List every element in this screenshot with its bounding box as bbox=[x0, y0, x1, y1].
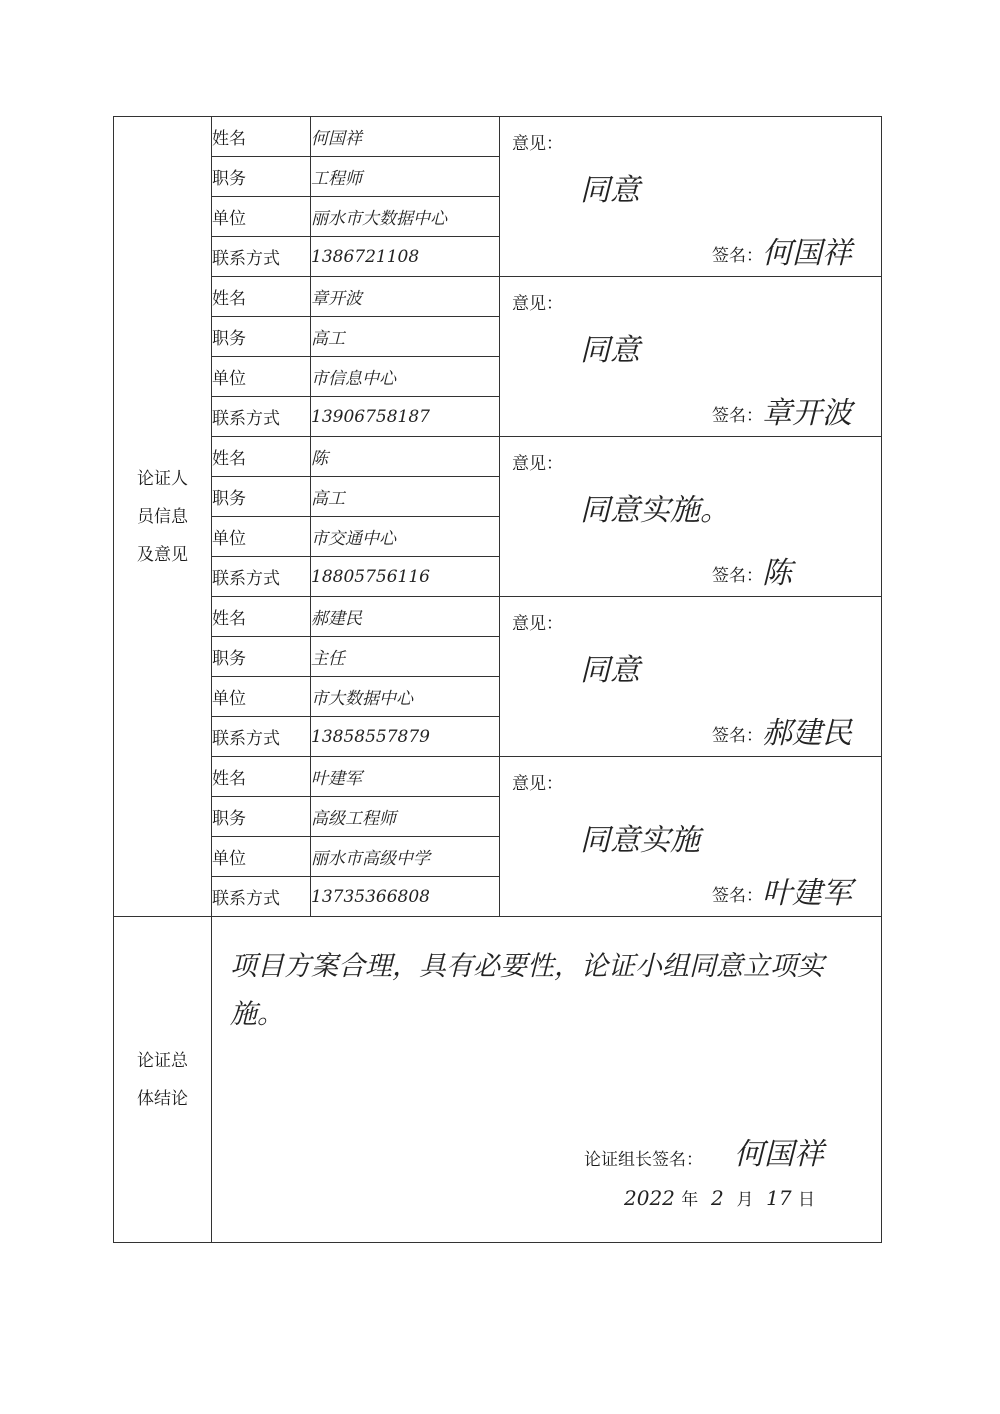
reviewer-title: 高工 bbox=[311, 317, 500, 357]
title-label: 职务 bbox=[212, 797, 311, 837]
reviewer-unit: 丽水市大数据中心 bbox=[311, 197, 500, 237]
reviewer-2-opinion-cell bbox=[500, 277, 882, 437]
date-day: 17 bbox=[766, 1186, 792, 1210]
title-label: 职务 bbox=[212, 157, 311, 197]
leader-signature: 何国祥 bbox=[734, 1137, 824, 1172]
reviewer-4-name-row bbox=[114, 597, 882, 637]
conclusion-section-label: 论证总 体结论 bbox=[114, 917, 212, 1243]
reviewer-name: 郝建民 bbox=[311, 597, 500, 637]
contact-label: 联系方式 bbox=[212, 877, 311, 917]
reviewer-opinion: 同意 bbox=[580, 653, 640, 688]
reviewer-opinion: 同意实施。 bbox=[580, 493, 730, 528]
reviewer-signature: 郝建民 bbox=[762, 716, 852, 751]
contact-label: 联系方式 bbox=[212, 397, 311, 437]
signature-label: 签名： bbox=[712, 566, 763, 586]
reviewer-title: 工程师 bbox=[311, 157, 500, 197]
reviewer-1-name-row bbox=[114, 117, 882, 157]
opinion-label: 意见： bbox=[512, 774, 563, 794]
conclusion-cell bbox=[212, 917, 882, 1243]
reviewer-contact: 13735366808 bbox=[311, 877, 500, 917]
reviewer-2-name-row bbox=[114, 277, 882, 317]
reviewer-4-opinion-cell bbox=[500, 597, 882, 757]
reviewer-contact: 1386721108 bbox=[311, 237, 500, 277]
conclusion-text: 项目方案合理，具有必要性，论证小组同意立项实施。 bbox=[230, 951, 824, 1030]
date-year-unit: 年 bbox=[681, 1190, 699, 1210]
title-label: 职务 bbox=[212, 637, 311, 677]
reviewer-3-opinion-cell bbox=[500, 437, 882, 597]
signature-label: 签名： bbox=[712, 726, 763, 746]
name-label: 姓名 bbox=[212, 597, 311, 637]
opinion-label: 意见： bbox=[512, 454, 563, 474]
contact-label: 联系方式 bbox=[212, 717, 311, 757]
reviewer-1-opinion-cell bbox=[500, 117, 882, 277]
reviewer-signature: 叶建军 bbox=[762, 876, 852, 911]
conclusion-row bbox=[114, 917, 882, 1243]
signature-label: 签名： bbox=[712, 246, 763, 266]
reviewer-contact: 13858557879 bbox=[311, 717, 500, 757]
reviewer-unit: 市交通中心 bbox=[311, 517, 500, 557]
reviewer-opinion: 同意 bbox=[580, 173, 640, 208]
reviewer-unit: 市大数据中心 bbox=[311, 677, 500, 717]
leader-signature-label: 论证组长签名： bbox=[584, 1150, 703, 1170]
name-label: 姓名 bbox=[212, 437, 311, 477]
name-label: 姓名 bbox=[212, 117, 311, 157]
reviewer-5-opinion-cell bbox=[500, 757, 882, 917]
reviewer-title: 主任 bbox=[311, 637, 500, 677]
reviewer-name: 陈 bbox=[311, 437, 500, 477]
reviewer-name: 章开波 bbox=[311, 277, 500, 317]
reviewer-title: 高工 bbox=[311, 477, 500, 517]
signature-label: 签名： bbox=[712, 886, 763, 906]
date-year: 2022 bbox=[624, 1186, 675, 1210]
date-day-unit: 日 bbox=[797, 1190, 815, 1210]
reviewer-name: 何国祥 bbox=[311, 117, 500, 157]
unit-label: 单位 bbox=[212, 677, 311, 717]
date-month: 2 bbox=[710, 1186, 724, 1210]
unit-label: 单位 bbox=[212, 517, 311, 557]
reviewer-unit: 丽水市高级中学 bbox=[311, 837, 500, 877]
name-label: 姓名 bbox=[212, 757, 311, 797]
reviewer-signature: 陈 bbox=[762, 556, 792, 591]
opinion-label: 意见： bbox=[512, 294, 563, 314]
reviewer-3-name-row bbox=[114, 437, 882, 477]
contact-label: 联系方式 bbox=[212, 237, 311, 277]
opinion-label: 意见： bbox=[512, 614, 563, 634]
contact-label: 联系方式 bbox=[212, 557, 311, 597]
reviewer-signature: 何国祥 bbox=[762, 236, 852, 271]
review-form-table bbox=[113, 116, 882, 1243]
reviewer-opinion: 同意实施 bbox=[580, 823, 700, 858]
opinion-label: 意见： bbox=[512, 134, 563, 154]
reviewer-5-name-row bbox=[114, 757, 882, 797]
name-label: 姓名 bbox=[212, 277, 311, 317]
reviewer-opinion: 同意 bbox=[580, 333, 640, 368]
unit-label: 单位 bbox=[212, 837, 311, 877]
title-label: 职务 bbox=[212, 317, 311, 357]
reviewer-signature: 章开波 bbox=[762, 396, 852, 431]
reviewer-contact: 13906758187 bbox=[311, 397, 500, 437]
reviewers-section-label: 论证人 员信息 及意见 bbox=[114, 117, 212, 917]
reviewer-title: 高级工程师 bbox=[311, 797, 500, 837]
signature-label: 签名： bbox=[712, 406, 763, 426]
title-label: 职务 bbox=[212, 477, 311, 517]
reviewer-contact: 18805756116 bbox=[311, 557, 500, 597]
reviewer-unit: 市信息中心 bbox=[311, 357, 500, 397]
date-month-unit: 月 bbox=[736, 1190, 754, 1210]
conclusion-date bbox=[624, 1185, 815, 1210]
unit-label: 单位 bbox=[212, 197, 311, 237]
unit-label: 单位 bbox=[212, 357, 311, 397]
reviewer-name: 叶建军 bbox=[311, 757, 500, 797]
